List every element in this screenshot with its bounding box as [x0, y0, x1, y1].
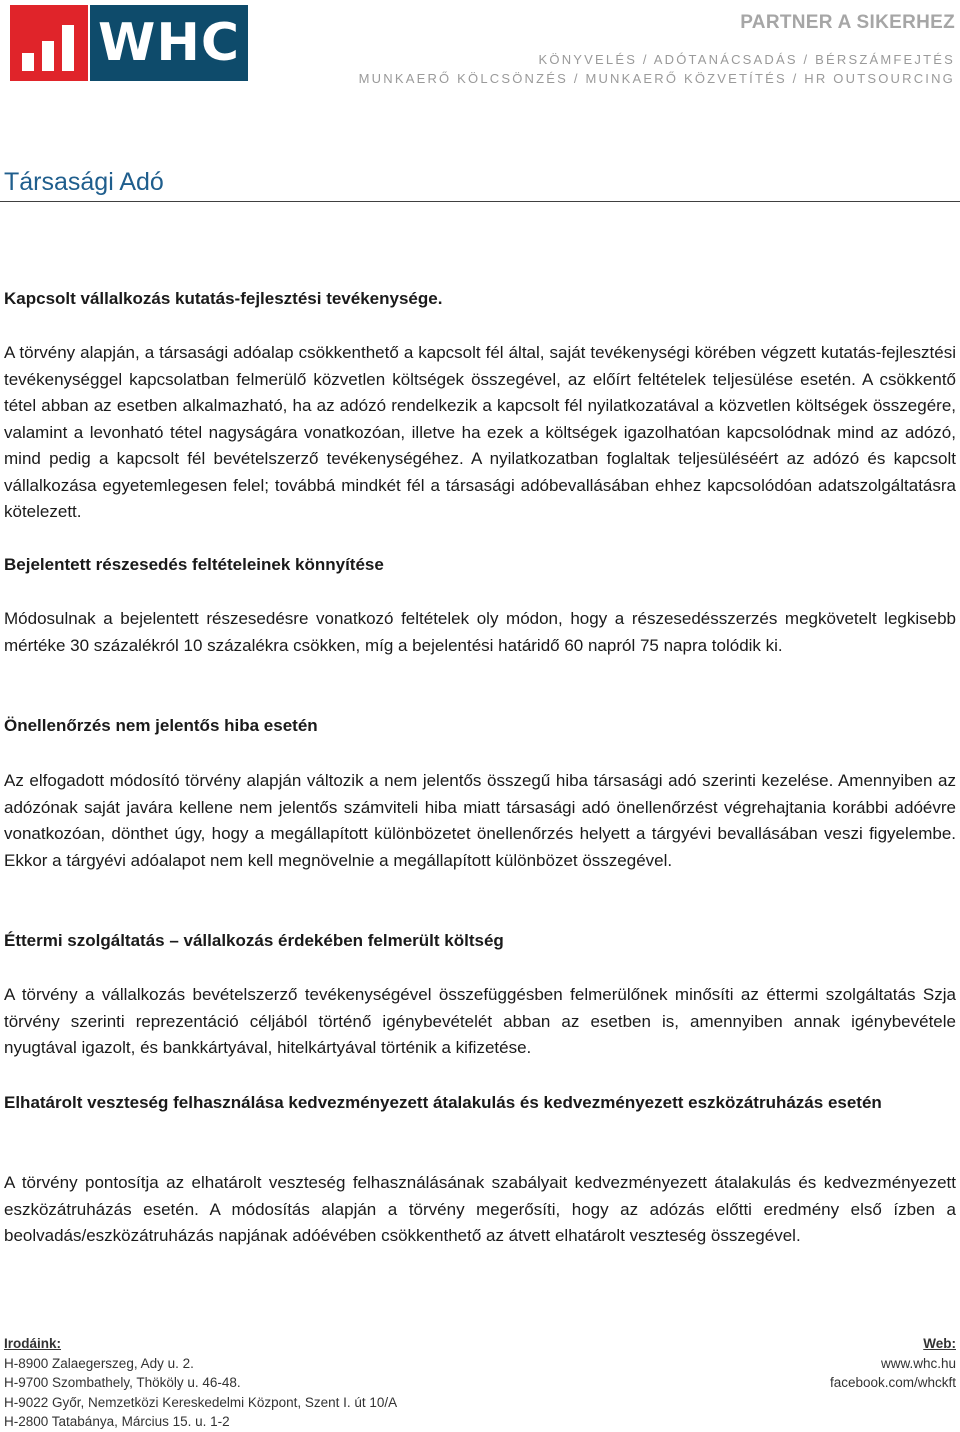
- section-5-body: [4, 1170, 956, 1250]
- section-heading: Kapcsolt vállalkozás kutatás-fejlesztési tevékenysége.: [4, 289, 443, 308]
- office-address: H-2800 Tatabánya, Március 15. u. 1-2: [4, 1414, 230, 1429]
- footer-web: [830, 1334, 956, 1393]
- whc-logo: [10, 5, 248, 81]
- web-heading: Web:: [923, 1336, 956, 1351]
- section-2: [4, 552, 956, 579]
- section-1-body: [4, 340, 956, 526]
- section-5: [4, 1090, 956, 1117]
- section-heading: Bejelentett részesedés feltételeinek könnyítése: [4, 555, 384, 574]
- office-address: H-8900 Zalaegerszeg, Ady u. 2.: [4, 1355, 194, 1371]
- section-heading: Elhatárolt veszteség felhasználása kedvezményezett átalakulás és kedvezményezett eszközátruházás esetén: [4, 1093, 882, 1112]
- office-address: H-9700 Szombathely, Thököly u. 46-48.: [4, 1375, 241, 1390]
- section-paragraph: Módosulnak a bejelentett részesedésre vonatkozó feltételek oly módon, hogy a részesedésszerzés megkövetelt legkisebb mértéke 30 százalékról 10 százalékra csökken, míg a bejelentési határidő 60 napról 75 napra tolódik ki.: [4, 609, 956, 655]
- section-heading: Önellenőrzés nem jelentős hiba esetén: [4, 716, 318, 735]
- offices-heading: Irodáink:: [4, 1336, 62, 1351]
- section-heading: Éttermi szolgáltatás – vállalkozás érdekében felmerült költség: [4, 931, 504, 950]
- title-divider: [0, 201, 960, 202]
- section-2-body: [4, 606, 956, 659]
- section-paragraph: A törvény pontosítja az elhatárolt veszteség felhasználásának szabályait kedvezményezett átalakulás és kedvezményezett eszközátruházás esetén. A módosítás alapján a törvény megerősíti, hogy az adózás előtti eredmény első ízben a beolvadás/eszközátruházás napjának adóévében csökkenthető az átvett elhatárolt veszteség összegével.: [4, 1173, 956, 1245]
- tagline: PARTNER A SIKERHEZ: [740, 12, 955, 33]
- page-title: Társasági Adó: [4, 168, 164, 196]
- section-3-body: [4, 768, 956, 874]
- services-line-2: MUNKAERŐ KÖLCSÖNZÉS / MUNKAERŐ KÖZVETÍTÉS / HR OUTSOURCING: [358, 71, 955, 86]
- section-3: [4, 713, 956, 740]
- section-1: [4, 286, 956, 313]
- section-paragraph: A törvény a vállalkozás bevételszerző tevékenységével összefüggésben felmerülőnek minősíti az éttermi szolgáltatás Szja törvény szerinti reprezentáció céljából történő igénybevételét abban az esetben is, amennyiben annak igénybevétele nyugtával igazolt, és bankkártyával, hitelkártyával történik a kifizetése.: [4, 985, 956, 1057]
- logo-wordmark: WHC: [90, 5, 248, 81]
- section-4: [4, 928, 956, 955]
- website-link[interactable]: www.whc.hu: [880, 1355, 956, 1371]
- section-paragraph: Az elfogadott módosító törvény alapján változik a nem jelentős összegű hiba társasági adó szerinti kezelése. Amennyiben az adózónak saját javára kellene nem jelentős számviteli hiba miatt társasági adó önellenőrzést végrehajtania korábbi adóévre vonatkozóan, dönthet úgy, hogy a megállapított különbözetet önellenőrzés helyett a tárgyévi bevallásában veszi figyelembe. Ekkor a tárgyévi adóalapot nem kell megnövelnie a megállapított különbözet összegével.: [4, 771, 956, 870]
- facebook-link[interactable]: facebook.com/whckft: [829, 1375, 956, 1390]
- footer-offices: [4, 1334, 397, 1432]
- section-paragraph: A törvény alapján, a társasági adóalap csökkenthető a kapcsolt fél által, saját tevékenységi körében végzett kutatás-fejlesztési tevékenységgel kapcsolatban felmerülő közvetlen költségek összegével, az előírt feltételek teljesülése esetén. A csökkentő tétel abban az esetben alkalmazható, ha az adózó rendelkezik a kapcsolt fél nyilatkozatával a közvetlen költségek összegére, valamint a levonható tétel nagyságára vonatkozóan, illetve ha ezek a költségek igazolhatóan kapcsolódnak mind az adózó, mind pedig a kapcsolt fél bevételszerző tevékenységéhez. A nyilatkozatban foglaltak teljesüléséért az adózó és kapcsolt vállalkozása egyetemlegesen felel; továbbá mindkét fél a társasági adóbevallásában ehhez kapcsolódóan adatszolgáltatásra kötelezett.: [4, 343, 956, 521]
- bar-chart-icon: [10, 5, 88, 81]
- section-4-body: [4, 982, 956, 1062]
- services-line-1: KÖNYVELÉS / ADÓTANÁCSADÁS / BÉRSZÁMFEJTÉS: [538, 52, 955, 67]
- office-address: H-9022 Győr, Nemzetközi Kereskedelmi Központ, Szent I. út 10/A: [4, 1394, 398, 1410]
